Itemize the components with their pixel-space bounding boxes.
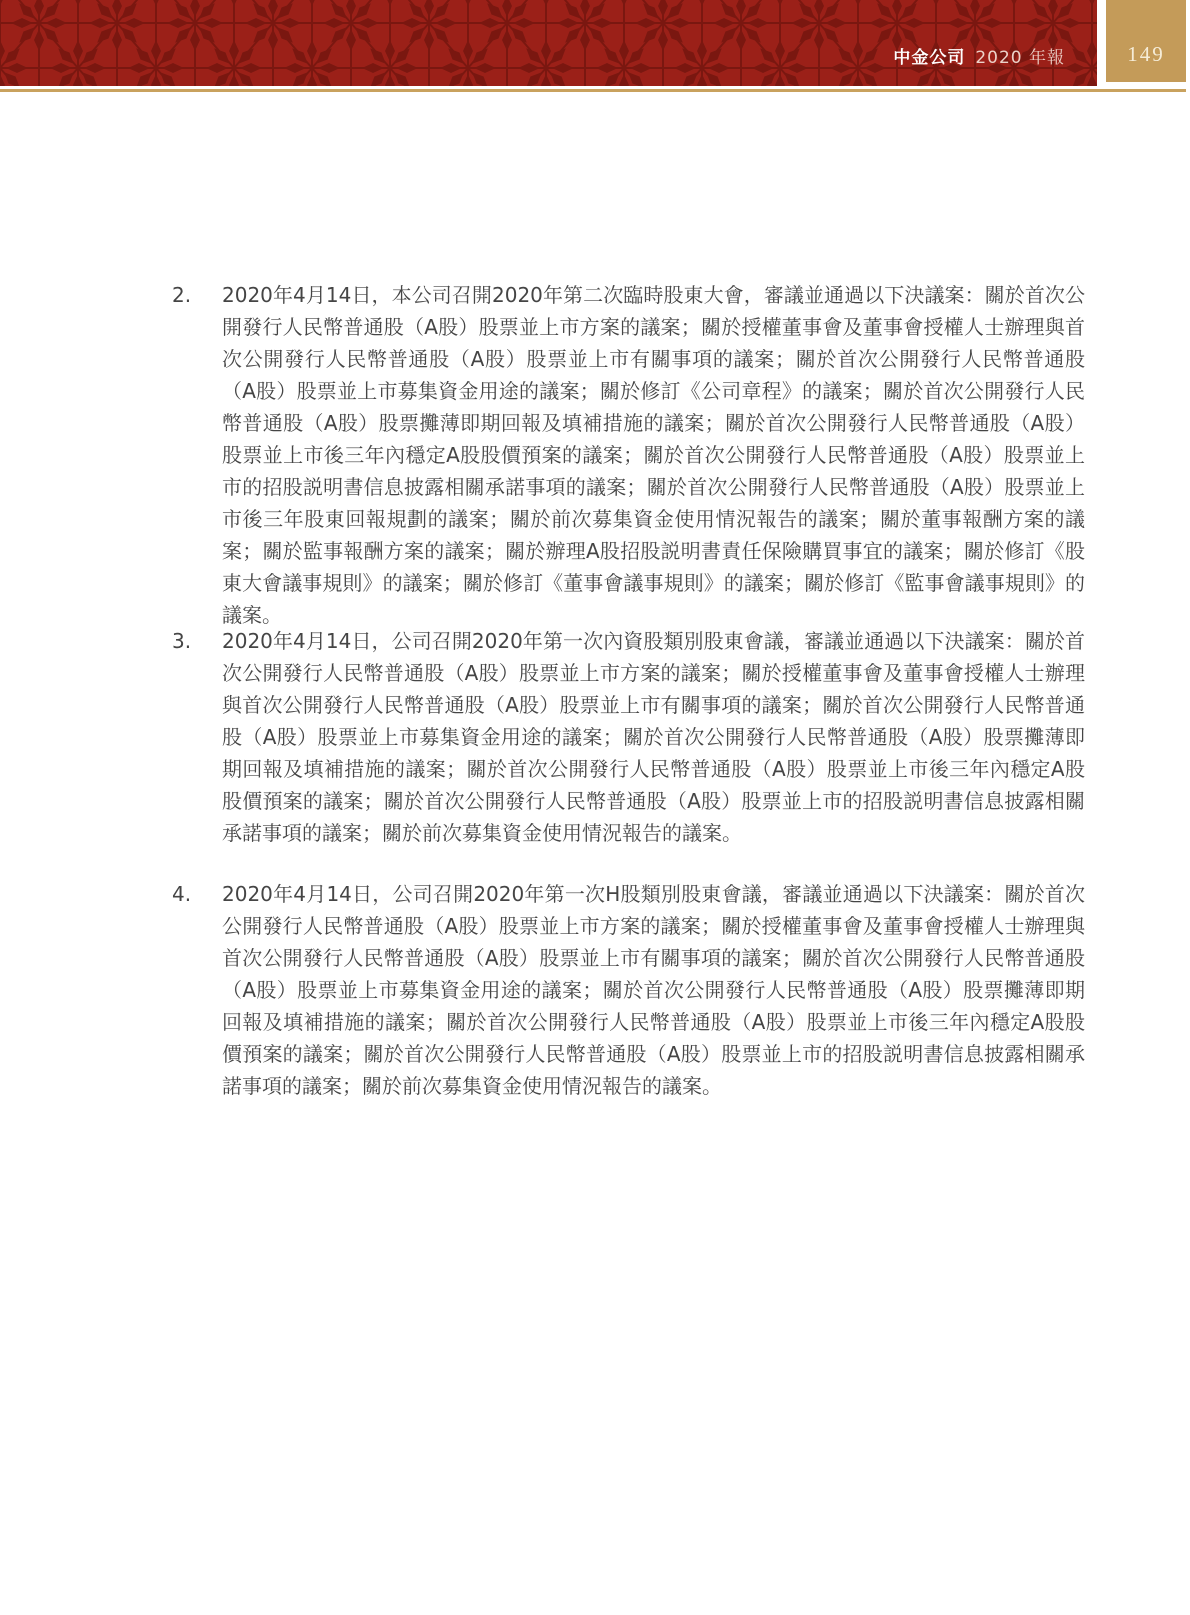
list-item-text: 2020年4月14日，公司召開2020年第一次H股類別股東會議，審議並通過以下決議案：關於首次公開發行人民幣普通股（A股）股票並上市方案的議案；關於授權董事會及董事會授權人士辦理與首次公開發行人民幣普通股（A股）股票並上市有關事項的議案；關於首次公開發行人民幣普通股（A股）股票並上市募集資金用途的議案；關於首次公開發行人民幣普通股（A股）股票攤薄即期回報及填補措施的議案；關於首次公開發行人民幣普通股（A股）股票並上市後三年內穩定A股股價預案的議案；關於首次公開發行人民幣普通股（A股）股票並上市的招股説明書信息披露相關承諾事項的議案；關於前次募集資金使用情況報告的議案。 xyxy=(222,882,1085,1098)
list-item-text: 2020年4月14日，公司召開2020年第一次內資股類別股東會議，審議並通過以下決議案：關於首次公開發行人民幣普通股（A股）股票並上市方案的議案；關於授權董事會及董事會授權人士辦理與首次公開發行人民幣普通股（A股）股票並上市有關事項的議案；關於首次公開發行人民幣普通股（A股）股票並上市募集資金用途的議案；關於首次公開發行人民幣普通股（A股）股票攤薄即期回報及填補措施的議案；關於首次公開發行人民幣普通股（A股）股票並上市後三年內穩定A股股價預案的議案；關於首次公開發行人民幣普通股（A股）股票並上市的招股説明書信息披露相關承諾事項的議案；關於前次募集資金使用情況報告的議案。 xyxy=(222,629,1085,845)
list-item-number: 3. xyxy=(172,629,192,653)
list-item xyxy=(172,878,1086,1102)
list-item-number: 2. xyxy=(172,283,192,307)
list-item xyxy=(172,625,1086,849)
list-item-text: 2020年4月14日，本公司召開2020年第二次臨時股東大會，審議並通過以下決議案：關於首次公開發行人民幣普通股（A股）股票並上市方案的議案；關於授權董事會及董事會授權人士辦理與首次公開發行人民幣普通股（A股）股票並上市有關事項的議案；關於首次公開發行人民幣普通股（A股）股票並上市募集資金用途的議案；關於修訂《公司章程》的議案；關於首次公開發行人民幣普通股（A股）股票攤薄即期回報及填補措施的議案；關於首次公開發行人民幣普通股（A股）股票並上市後三年內穩定A股股價預案的議案；關於首次公開發行人民幣普通股（A股）股票並上市的招股説明書信息披露相關承諾事項的議案；關於首次公開發行人民幣普通股（A股）股票並上市後三年股東回報規劃的議案；關於前次募集資金使用情況報告的議案；關於董事報酬方案的議案；關於監事報酬方案的議案；關於辦理A股招股説明書責任保險購買事宜的議案；關於修訂《股東大會議事規則》的議案；關於修訂《董事會議事規則》的議案；關於修訂《監事會議事規則》的議案。 xyxy=(222,283,1085,627)
asanoha-pattern-icon xyxy=(0,0,1097,86)
page-number-badge xyxy=(1106,0,1186,82)
header-band xyxy=(0,0,1097,86)
header-brand xyxy=(0,47,1065,69)
list-item-number: 4. xyxy=(172,882,192,906)
page-number: 149 xyxy=(1127,42,1165,66)
header-divider xyxy=(0,89,1186,92)
list-item xyxy=(172,279,1086,631)
company-name: 中金公司 xyxy=(893,48,966,68)
report-year: 2020 年報 xyxy=(975,48,1065,68)
